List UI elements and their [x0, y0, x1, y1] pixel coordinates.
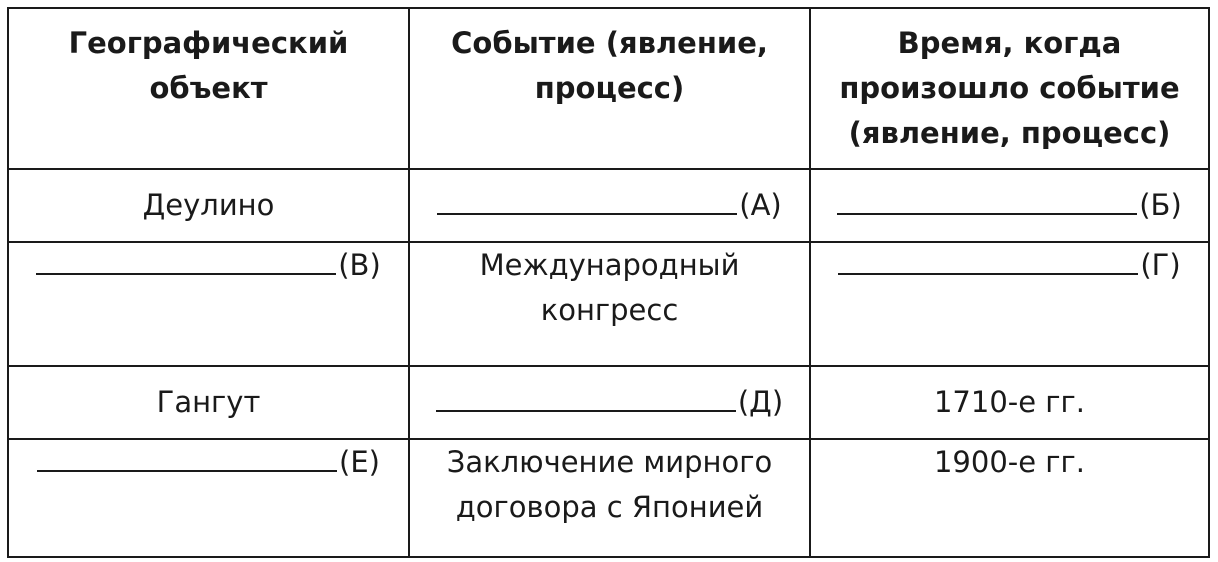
- blank-line: [837, 183, 1137, 215]
- blank-line: [36, 243, 336, 275]
- blank-label: (Д): [737, 385, 784, 419]
- blank-label: (Г): [1140, 248, 1181, 282]
- header-time: Время, когда произошло событие (явление, процесс): [810, 8, 1209, 169]
- geography-history-table: [7, 7, 1210, 558]
- blank-label: (В): [338, 248, 381, 282]
- cell-time: [810, 439, 1209, 557]
- object-text: Гангут: [156, 385, 261, 419]
- cell-object: [8, 242, 409, 366]
- object-text: Деулино: [142, 188, 275, 222]
- header-row: [8, 8, 1209, 169]
- cell-event: [409, 169, 810, 242]
- cell-time: [810, 366, 1209, 439]
- cell-object: [8, 366, 409, 439]
- cell-event: [409, 242, 810, 366]
- event-text: Заключение мирного договора с Японией: [446, 445, 773, 524]
- blank-line: [436, 380, 736, 412]
- table-row: [8, 242, 1209, 366]
- table-container: [7, 7, 1210, 558]
- cell-object: [8, 439, 409, 557]
- event-text: Международный конгресс: [479, 248, 740, 327]
- blank-line: [437, 183, 737, 215]
- time-text: 1710-е гг.: [933, 385, 1086, 419]
- blank-label: (Е): [339, 445, 380, 479]
- cell-event: [409, 439, 810, 557]
- table-row: [8, 439, 1209, 557]
- blank-line: [838, 243, 1138, 275]
- table-row: [8, 169, 1209, 242]
- cell-time: [810, 169, 1209, 242]
- header-geographic-object: Географический объект: [8, 8, 409, 169]
- cell-time: [810, 242, 1209, 366]
- table-row: [8, 366, 1209, 439]
- blank-line: [37, 440, 337, 472]
- cell-event: [409, 366, 810, 439]
- time-text: 1900-е гг.: [933, 445, 1086, 479]
- cell-object: [8, 169, 409, 242]
- blank-label: (А): [739, 188, 782, 222]
- blank-label: (Б): [1139, 188, 1182, 222]
- header-event: Событие (явление, процесс): [409, 8, 810, 169]
